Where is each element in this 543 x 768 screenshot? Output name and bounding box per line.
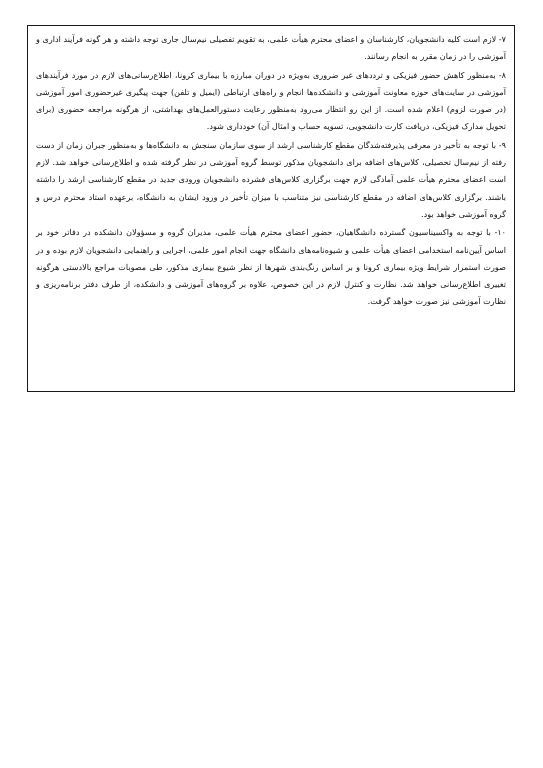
item-number: ۸- [498, 69, 506, 80]
paragraph-item-9 [36, 137, 506, 223]
paragraph-item-7 [36, 31, 506, 66]
item-number: ۱۰- [494, 227, 507, 238]
paragraph-item-10 [36, 224, 506, 310]
item-text: با توجه به واکسیناسیون گسترده دانشگاهیان، حضور اعضای محترم هیأت علمی، مدیران گروه و مسؤولان دانشکده در دفاتر خود بر اساس آیین‌نامه استخدامی اعضای هیأت علمی و شیوه‌نامه‌های دانشگاه جهت انجام امور علمی، اجرایی و راهنمایی دانشجویان لازم بوده و در صورت استمرار شرایط ویژه بیماری کرونا و بر اساس رنگ‌بندی شهرها از نظر شیوع بیماری مذکور، طی مصوبات مراجع بالادستی هرگونه تغییری اطلاع‌رسانی خواهد شد. نظارت و کنترل لازم در این خصوص، علاوه بر گروه‌های آموزشی و دانشکده، از طرف دفتر برنامه‌ریزی و نظارت آموزشی نیز صورت خواهد گرفت. [36, 227, 506, 307]
document-box [27, 25, 515, 392]
item-text: با توجه به تأخیر در معرفی پذیرفته‌شدگان مقطع کارشناسی ارشد از سوی سازمان سنجش به دانشگاه‌ها و به‌منظور جبران زمان از دست رفته از نیم‌سال تحصیلی، کلاس‌های اضافه برای دانشجویان مذکور توسط گروه آموزشی در نظر گرفته شده و اطلاع‌رسانی خواهد شد. لازم است اعضای محترم هیأت علمی آمادگی لازم جهت برگزاری کلاس‌های فشرده دانشجویان ورودی جدید در مقطع کارشناسی ارشد را داشته باشند. برگزاری کلاس‌های اضافه در مقطع کارشناسی نیز متناسب با میزان تأخیر در ورود ایشان به دانشگاه، برعهده استاد محترم درس و گروه آموزشی خواهد بود. [36, 139, 506, 219]
item-text: لازم است کلیه دانشجویان، کارشناسان و اعضای محترم هیأت علمی، به تقویم تفصیلی نیم‌سال جاری توجه داشته و هر گونه فرآیند اداری و آموزشی را در زمان مقرر به انجام رسانند. [36, 34, 506, 62]
item-number: ۹- [498, 139, 506, 150]
item-text: به‌منظور کاهش حضور فیزیکی و ترددهای غیر ضروری به‌ویژه در دوران مبارزه با بیماری کرونا، اطلاع‌رسانی‌های لازم در مورد فرآیندهای آموزشی در سایت‌های حوزه معاونت آموزشی و دانشکده‌ها انجام و راه‌های ارتباطی (ایمیل و تلفن) جهت پیگیری غیرحضوری امور آموزشی (در صورت لزوم) اعلام شده است. از این رو انتظار می‌رود به‌منظور رعایت دستورالعمل‌های بهداشتی، از هرگونه مراجعه حضوری (برای تحویل مدارک فیزیکی، دریافت کارت دانشجویی، تسویه حساب و امثال آن) خودداری شود. [36, 69, 506, 132]
paragraph-item-8 [36, 67, 506, 136]
item-number: ۷- [498, 34, 506, 44]
